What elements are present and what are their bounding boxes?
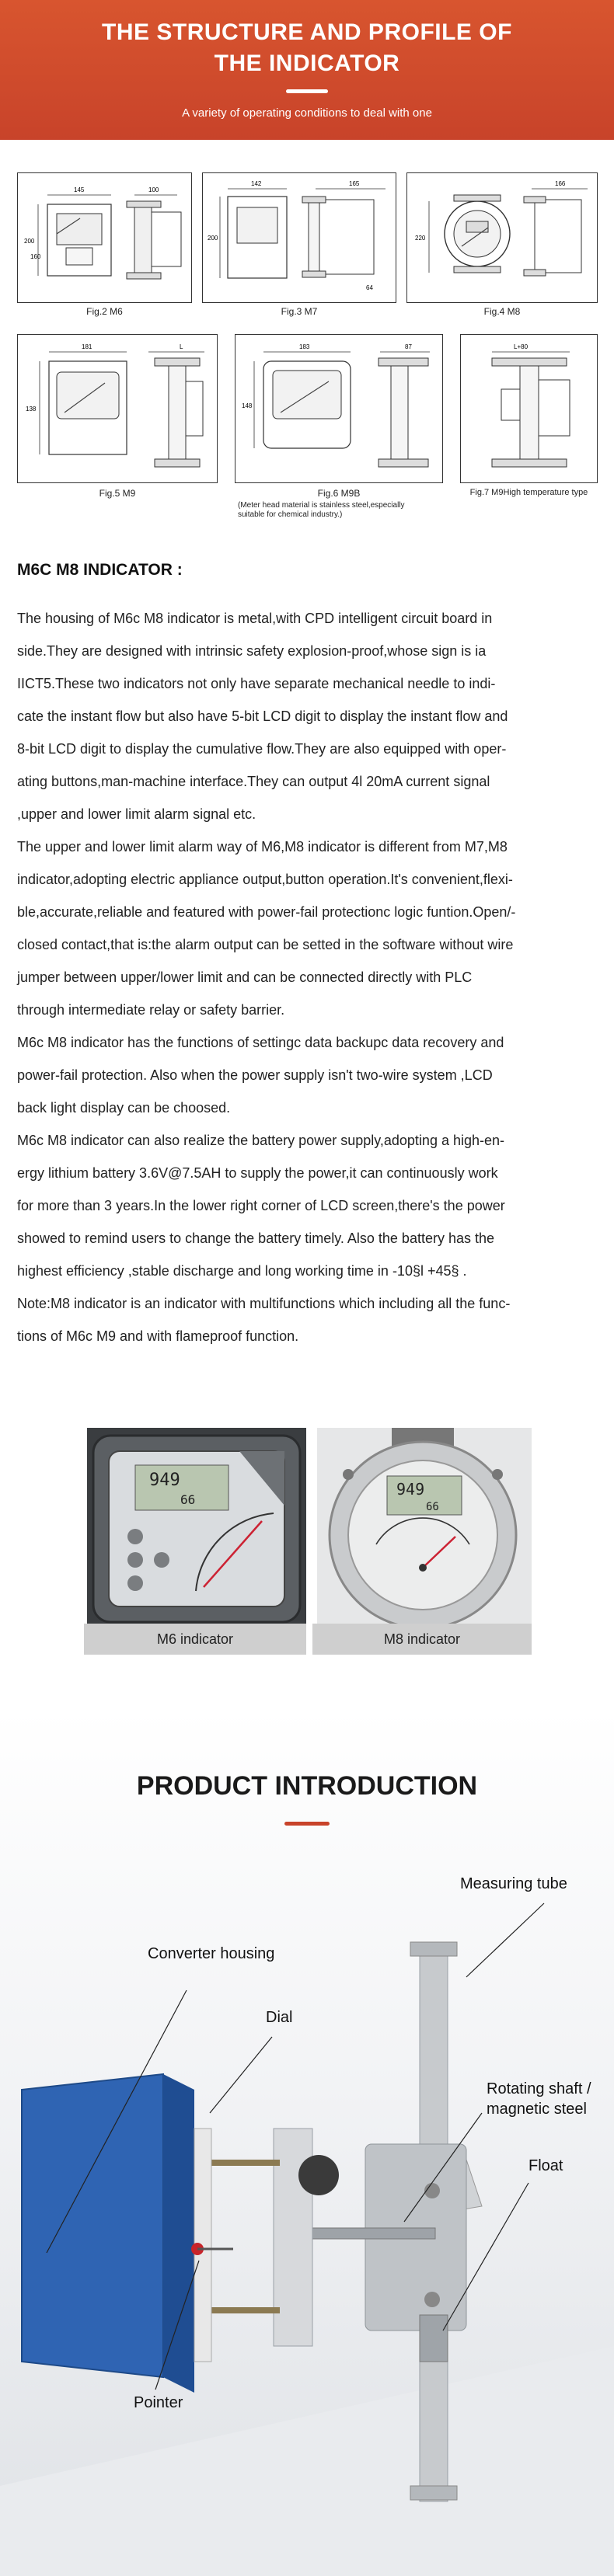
dim-label: 160 — [30, 253, 41, 260]
label-rotating-shaft: Rotating shaft / magnetic steel — [487, 2080, 591, 2118]
drawing-m9-high-temp — [460, 334, 598, 483]
drawing-m9b — [235, 334, 443, 483]
text-line: ble,accurate,reliable and featured with power-fail protectionc logic funtion.Open/- — [17, 904, 516, 920]
lcd-reading: 66 — [426, 1501, 439, 1513]
text-line: through intermediate relay or safety barrier. — [17, 1002, 285, 1018]
caption-m7: Fig.3 M7 — [281, 306, 318, 317]
dim-label: L — [180, 343, 183, 350]
text-line: indicator,adopting electric appliance output,button operation.It's convenient,flexi- — [17, 872, 513, 887]
text-line: The housing of M6c M8 indicator is metal,with CPD intelligent circuit board in — [17, 611, 493, 626]
dim-label: 87 — [405, 343, 412, 350]
caption-m9b-note: (Meter head material is stainless steel,especially suitable for chemical industry.) — [238, 501, 405, 519]
dim-label: 165 — [349, 180, 360, 187]
text-line: highest efficiency ,stable discharge and long working time in -10§l +45§ . — [17, 1263, 467, 1279]
label-measuring-tube: Measuring tube — [460, 1875, 567, 1892]
label-dial: Dial — [266, 2009, 293, 2026]
intro-title: PRODUCT INTRODUCTION — [136, 1771, 478, 1801]
drawing-m8 — [406, 172, 598, 303]
caption-m9: Fig.5 M9 — [99, 488, 136, 499]
lcd-reading: 949 — [149, 1471, 180, 1490]
text-line: ergy lithium battery 3.6V@7.5AH to supply the power,it can continuously work — [17, 1165, 498, 1181]
section-title: M6C M8 INDICATOR : — [17, 561, 183, 579]
text-line: for more than 3 years.In the lower right corner of LCD screen,there's the power — [17, 1198, 505, 1213]
dim-label: 181 — [82, 343, 92, 350]
dim-label: 138 — [26, 406, 37, 413]
text-line: side.They are designed with intrinsic safety explosion-proof,whose sign is ia — [17, 643, 487, 659]
title-divider — [286, 89, 328, 93]
label-m6-indicator: M6 indicator — [84, 1624, 306, 1655]
text-line: M6c M8 indicator can also realize the battery power supply,adopting a high-en- — [17, 1133, 505, 1148]
text-line: power-fail protection. Also when the power supply isn't two-wire system ,LCD — [17, 1067, 493, 1083]
photo-m6-indicator — [87, 1428, 306, 1628]
product-introduction — [0, 1709, 614, 2576]
exploded-view-illustration — [0, 1709, 614, 2576]
label-float: Float — [529, 2157, 563, 2174]
label-pointer: Pointer — [134, 2394, 183, 2411]
dim-label: L+80 — [514, 343, 529, 350]
dim-label: 183 — [299, 343, 310, 350]
dim-label: 166 — [555, 180, 566, 187]
drawing-m9 — [17, 334, 218, 483]
label-converter-housing: Converter housing — [148, 1945, 275, 1962]
dim-label: 100 — [148, 186, 159, 193]
lcd-reading: 949 — [396, 1480, 425, 1499]
caption-m8: Fig.4 M8 — [483, 306, 521, 317]
page-subtitle: A variety of operating conditions to deal with one — [182, 106, 432, 120]
text-line: ,upper and lower limit alarm signal etc. — [17, 806, 256, 822]
drawing-m6 — [17, 172, 192, 303]
caption-m6: Fig.2 M6 — [86, 306, 123, 317]
lcd-reading: 66 — [180, 1492, 196, 1507]
dim-label: 200 — [24, 238, 35, 245]
text-line: cate the instant flow but also have 5-bit LCD digit to display the instant flow and — [17, 708, 508, 724]
text-line: jumper between upper/lower limit and can be connected directly with PLC — [17, 969, 473, 985]
photo-m8-indicator — [317, 1428, 532, 1628]
text-line: IICT5.These two indicators not only have separate mechanical needle to indi- — [17, 676, 496, 691]
text-line: The upper and lower limit alarm way of M6,M8 indicator is different from M7,M8 — [17, 839, 508, 855]
text-line: Note:M8 indicator is an indicator with multifunctions which including all the func- — [17, 1296, 511, 1311]
dim-label: 220 — [415, 235, 426, 242]
header-banner — [0, 0, 614, 140]
caption-m9-high-temp: Fig.7 M9High temperature type — [469, 488, 588, 497]
text-line: M6c M8 indicator has the functions of settingc data backupc data recovery and — [17, 1035, 504, 1050]
label-m8-indicator: M8 indicator — [312, 1624, 532, 1655]
dim-label: 148 — [242, 402, 253, 409]
text-line: closed contact,that is:the alarm output can be setted in the software without wire — [17, 937, 514, 952]
text-line: ating buttons,man-machine interface.They can output 4l 20mA current signal — [17, 774, 490, 789]
dim-label: 145 — [74, 186, 85, 193]
text-line: back light display can be choosed. — [17, 1100, 231, 1116]
text-line: 8-bit LCD digit to display the cumulative flow.They are also equipped with oper- — [17, 741, 507, 757]
dim-label: 64 — [366, 284, 373, 291]
caption-m9b: Fig.6 M9B — [317, 488, 361, 499]
dim-label: 200 — [208, 235, 218, 242]
description-text — [17, 602, 592, 1352]
page-title: THE STRUCTURE AND PROFILE OF THE INDICATOR — [102, 19, 512, 76]
drawing-m7 — [202, 172, 396, 303]
text-line: tions of M6c M9 and with flameproof function. — [17, 1328, 299, 1344]
text-line: showed to remind users to change the battery timely. Also the battery has the — [17, 1231, 495, 1246]
dim-label: 142 — [251, 180, 262, 187]
